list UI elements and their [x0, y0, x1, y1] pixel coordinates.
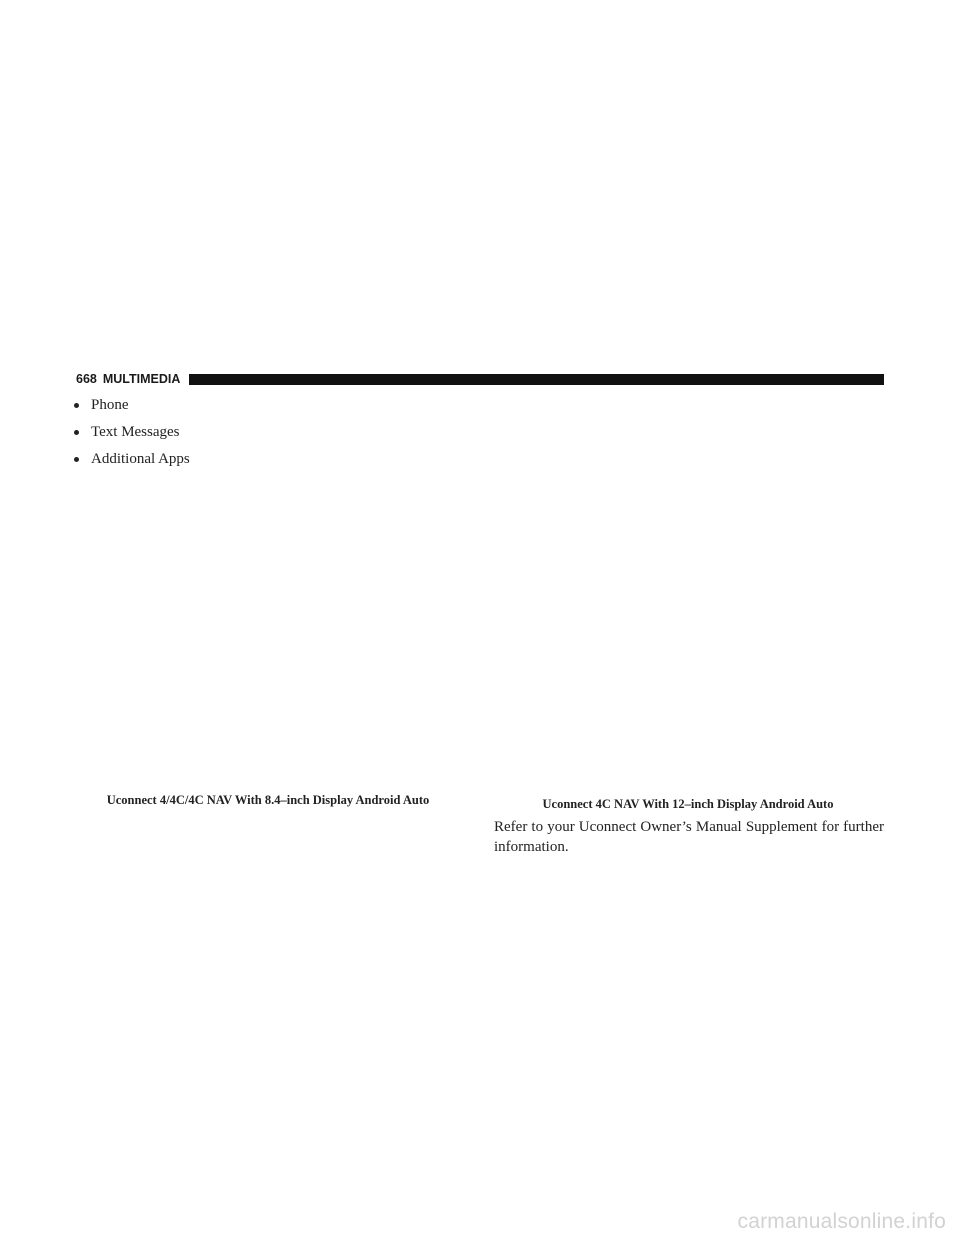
figure-caption-right: Uconnect 4C NAV With 12–inch Display Android Auto [542, 797, 834, 811]
bullet-icon [74, 430, 79, 435]
bullet-icon [74, 403, 79, 408]
list-item [74, 419, 190, 446]
list-item [74, 446, 190, 473]
feature-list [74, 392, 190, 473]
watermark-link[interactable]: carmanualsonline.info [737, 1210, 946, 1233]
page-number: 668 [76, 372, 97, 386]
page-header [76, 372, 884, 386]
bullet-icon [74, 457, 79, 462]
body-paragraph: Refer to your Uconnect Owner’s Manual Supplement for further information. [494, 819, 884, 855]
list-item [74, 392, 190, 419]
figure-caption-left: Uconnect 4/4C/4C NAV With 8.4–inch Display Android Auto [106, 793, 430, 807]
list-item-text: Additional Apps [91, 451, 190, 467]
list-item-text: Phone [91, 397, 129, 413]
section-title: MULTIMEDIA [102, 372, 181, 386]
header-rule [189, 374, 884, 385]
list-item-text: Text Messages [91, 424, 180, 440]
